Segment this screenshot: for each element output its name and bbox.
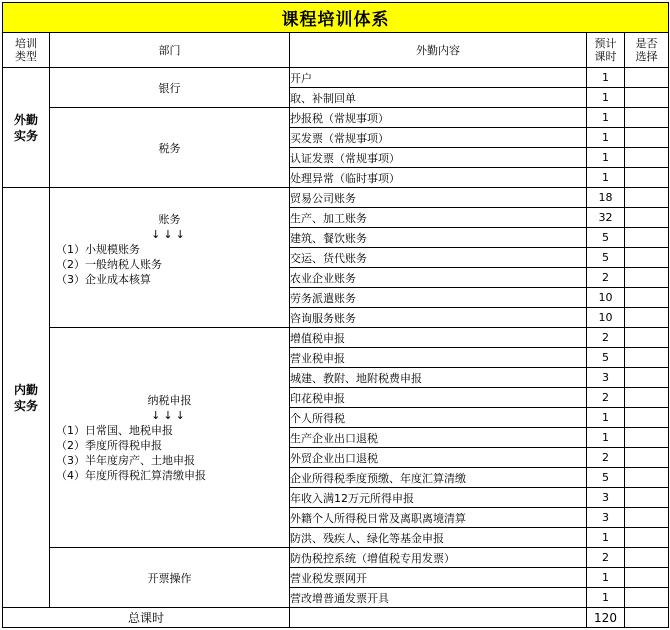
select-cell[interactable]: [625, 508, 669, 528]
hours-cell: 10: [587, 308, 625, 328]
content-cell: 企业所得税季度预缴、年度汇算清缴: [290, 468, 587, 488]
select-cell[interactable]: [625, 328, 669, 348]
select-cell[interactable]: [625, 408, 669, 428]
dept-tax: 税务: [50, 108, 290, 188]
total-hours: 120: [587, 608, 625, 628]
category-field-line1: 外勤: [13, 112, 38, 127]
hours-cell: 1: [587, 168, 625, 188]
select-cell[interactable]: [625, 288, 669, 308]
hours-cell: 5: [587, 468, 625, 488]
hours-cell: 2: [587, 548, 625, 568]
select-cell[interactable]: [625, 568, 669, 588]
header-dept: 部门: [50, 33, 290, 68]
header-hours-line1: 预计: [594, 37, 617, 50]
select-cell[interactable]: [625, 348, 669, 368]
down-arrows-icon: ↓↓↓: [151, 408, 188, 422]
hours-cell: 5: [587, 228, 625, 248]
hours-cell: 1: [587, 428, 625, 448]
hours-cell: 1: [587, 568, 625, 588]
select-cell[interactable]: [625, 228, 669, 248]
content-cell: 营业税申报: [290, 348, 587, 368]
dept-accounting: [50, 188, 290, 328]
header-select-line2: 选择: [635, 50, 658, 63]
content-cell: 生产企业出口退税: [290, 428, 587, 448]
select-cell[interactable]: [625, 208, 669, 228]
select-cell[interactable]: [625, 248, 669, 268]
select-cell[interactable]: [625, 148, 669, 168]
select-cell[interactable]: [625, 448, 669, 468]
hours-cell: 2: [587, 388, 625, 408]
content-cell: 建筑、餐饮账务: [290, 228, 587, 248]
list-item: （3）企业成本核算: [56, 273, 151, 286]
select-cell[interactable]: [625, 68, 669, 88]
content-cell: 交运、货代账务: [290, 248, 587, 268]
hours-cell: 1: [587, 128, 625, 148]
content-cell: 年收入满12万元所得申报: [290, 488, 587, 508]
hours-cell: 10: [587, 288, 625, 308]
content-cell: 买发票（常规事项）: [290, 128, 587, 148]
hours-cell: 1: [587, 88, 625, 108]
dept-declare-list: [50, 423, 289, 483]
content-cell: 印花税申报: [290, 388, 587, 408]
content-cell: 取、补制回单: [290, 88, 587, 108]
header-select-line1: 是否: [635, 37, 658, 50]
content-cell: 咨询服务账务: [290, 308, 587, 328]
header-type-line2: 类型: [15, 50, 37, 63]
hours-cell: 32: [587, 208, 625, 228]
category-internal: [3, 188, 50, 608]
content-cell: 城建、教附、地附税费申报: [290, 368, 587, 388]
content-cell: 外籍个人所得税日常及离职离境清算: [290, 508, 587, 528]
hours-cell: 3: [587, 508, 625, 528]
hours-cell: 3: [587, 488, 625, 508]
course-table: [2, 2, 669, 628]
content-cell: 营改增普通发票开具: [290, 588, 587, 608]
header-select: [625, 33, 669, 68]
content-cell: 生产、加工账务: [290, 208, 587, 228]
hours-cell: 1: [587, 588, 625, 608]
content-cell: 外贸企业出口退税: [290, 448, 587, 468]
hours-cell: 1: [587, 68, 625, 88]
content-cell: 防伪税控系统（增值税专用发票）: [290, 548, 587, 568]
list-item: （1）小规模账务: [56, 243, 140, 256]
dept-declare-title: 纳税申报: [147, 393, 192, 407]
content-cell: 处理异常（临时事项）: [290, 168, 587, 188]
hours-cell: 5: [587, 348, 625, 368]
select-cell[interactable]: [625, 168, 669, 188]
hours-cell: 2: [587, 268, 625, 288]
header-type: [3, 33, 50, 68]
content-cell: 抄报税（常规事项）: [290, 108, 587, 128]
hours-cell: 1: [587, 408, 625, 428]
content-cell: 贸易公司账务: [290, 188, 587, 208]
select-cell[interactable]: [625, 588, 669, 608]
hours-cell: 1: [587, 108, 625, 128]
content-cell: 劳务派遣账务: [290, 288, 587, 308]
down-arrows-icon: ↓↓↓: [151, 228, 188, 241]
select-cell[interactable]: [625, 88, 669, 108]
list-item: （2）季度所得税申报: [56, 438, 162, 452]
select-cell[interactable]: [625, 308, 669, 328]
dept-bank: 银行: [50, 68, 290, 108]
category-internal-line2: 实务: [13, 398, 38, 413]
select-cell[interactable]: [625, 468, 669, 488]
header-hours-line2: 课时: [594, 50, 617, 63]
list-item: （2）一般纳税人账务: [56, 258, 162, 271]
select-cell[interactable]: [625, 488, 669, 508]
content-cell: 农业企业账务: [290, 268, 587, 288]
select-cell[interactable]: [625, 528, 669, 548]
header-type-line1: 培训: [15, 37, 37, 50]
select-cell[interactable]: [625, 188, 669, 208]
category-field-line2: 实务: [13, 128, 38, 143]
hours-cell: 1: [587, 148, 625, 168]
dept-declare: [50, 328, 290, 548]
list-item: （3）半年度房产、土地申报: [56, 453, 195, 467]
select-cell[interactable]: [625, 388, 669, 408]
content-cell: 个人所得税: [290, 408, 587, 428]
hours-cell: 5: [587, 248, 625, 268]
hours-cell: 2: [587, 448, 625, 468]
content-cell: 防洪、残疾人、绿化等基金申报: [290, 528, 587, 548]
header-hours: [587, 33, 625, 68]
select-cell[interactable]: [625, 368, 669, 388]
select-cell[interactable]: [625, 548, 669, 568]
table-title: 课程培训体系: [3, 3, 669, 33]
content-cell: 营业税发票网开: [290, 568, 587, 588]
content-cell: 增值税申报: [290, 328, 587, 348]
select-cell[interactable]: [625, 608, 669, 628]
list-item: （4）年度所得税汇算清缴申报: [56, 468, 206, 482]
category-field: [3, 68, 50, 188]
select-cell[interactable]: [625, 108, 669, 128]
dept-accounting-list: [50, 242, 289, 287]
list-item: （1）日常国、地税申报: [56, 423, 173, 437]
total-label: 总课时: [3, 608, 290, 628]
total-empty-cell: [290, 608, 587, 628]
content-cell: 认证发票（常规事项）: [290, 148, 587, 168]
select-cell[interactable]: [625, 128, 669, 148]
select-cell[interactable]: [625, 268, 669, 288]
hours-cell: 2: [587, 328, 625, 348]
header-content: 外勤内容: [290, 33, 587, 68]
hours-cell: 3: [587, 368, 625, 388]
dept-invoice: 开票操作: [50, 548, 290, 608]
hours-cell: 1: [587, 528, 625, 548]
select-cell[interactable]: [625, 428, 669, 448]
content-cell: 开户: [290, 68, 587, 88]
hours-cell: 18: [587, 188, 625, 208]
category-internal-line1: 内勤: [13, 382, 38, 397]
dept-accounting-title: 账务: [158, 213, 181, 226]
